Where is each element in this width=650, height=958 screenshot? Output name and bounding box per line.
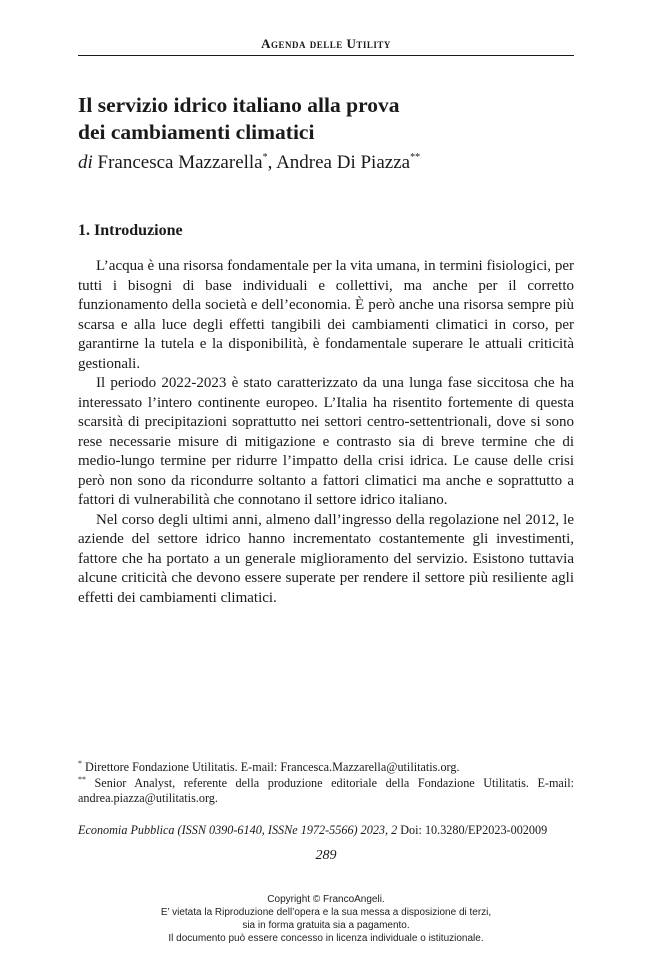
author-separator: , xyxy=(267,152,273,173)
copyright-line-3: sia in forma gratuita sia a pagamento. xyxy=(242,920,410,931)
running-header: Agenda delle Utility xyxy=(261,36,391,51)
author-prefix: di xyxy=(78,152,93,173)
author-line xyxy=(78,151,574,175)
article-title-line-1: Il servizio idrico italiano alla prova xyxy=(78,93,400,117)
footnote-1 xyxy=(78,760,574,776)
author-name-2: Andrea Di Piazza xyxy=(276,152,411,173)
body-paragraph-3: Nel corso degli ultimi anni, almeno dall’ingresso della regolazione nel 2012, le aziende del settore idrico hanno incrementato costantemente gli investimenti, fattore che ha portato a un generale miglioramento del servizio. Esistono tuttavia alcune criticità che devono essere superate per rendere il settore più resiliente agli effetti dei cambiamenti climatici. xyxy=(78,511,574,606)
author-name-1: Francesca Mazzarella xyxy=(97,152,263,173)
article-body xyxy=(78,257,574,608)
footnote-text-2: Senior Analyst, referente della produzione editoriale della Fondazione Utilitatis. E-mail: andrea.piazza@utilitatis.org. xyxy=(78,775,574,805)
footnote-mark-1: * xyxy=(78,759,82,768)
doi: Doi: 10.3280/EP2023-002009 xyxy=(400,823,548,837)
copyright-notice xyxy=(78,893,574,945)
footnote-text-1: Direttore Fondazione Utilitatis. E-mail: Francesca.Mazzarella@utilitatis.org. xyxy=(85,760,460,774)
body-paragraph-2: Il periodo 2022-2023 è stato caratterizzato da una lunga fase siccitosa che ha interessato l’intero continente europeo. L’Italia ha risentito fortemente di questa scarsità di precipitazioni soprattutto nei settori centro-settentrionali, dove si sono rese necessarie misure di mitigazione e contrasto sia di breve termine che di medio-lungo termine per ridurre l’impatto della crisi idrica. Le cause delle crisi però non sono da ricondurre soltanto a fattori climatici ma anche e soprattutto a fattori di vulnerabilità che connotano il settore idrico italiano. xyxy=(78,375,574,508)
article-title-line-2: dei cambiamenti climatici xyxy=(78,120,315,144)
footnote-mark-2: ** xyxy=(78,774,86,784)
author-footnote-mark-2: ** xyxy=(410,152,421,163)
copyright-line-1: Copyright © FrancoAngeli. xyxy=(267,894,385,905)
footnotes xyxy=(78,760,574,807)
author-footnote-mark-1: * xyxy=(262,152,268,163)
header-rule xyxy=(78,55,574,56)
citation-line xyxy=(78,822,574,838)
copyright-line-2: E’ vietata la Riproduzione dell’opera e la sua messa a disposizione di terzi, xyxy=(160,907,492,918)
section-heading: 1. Introduzione xyxy=(78,222,183,239)
copyright-line-4: Il documento può essere concesso in licenza individuale o istituzionale. xyxy=(168,933,484,944)
body-paragraph-1: L’acqua è una risorsa fondamentale per la vita umana, in termini fisiologici, per tutti i bisogni di base individuali e collettivi, ma anche per il corretto funzionamento della società e dell’economia. È però anche una risorsa sempre più scarsa e alla luce degli effetti tangibili dei cambiamenti climatici in corso, per garantirne la tutela e la disponibilità, è fondamentale superare le attuali criticità gestionali. xyxy=(78,258,574,372)
journal-reference: Economia Pubblica (ISSN 0390-6140, ISSNe 1972-5566) 2023, 2 xyxy=(78,823,398,837)
article-title xyxy=(78,92,574,146)
page-number: 289 xyxy=(315,848,337,863)
footnote-2 xyxy=(78,776,574,807)
